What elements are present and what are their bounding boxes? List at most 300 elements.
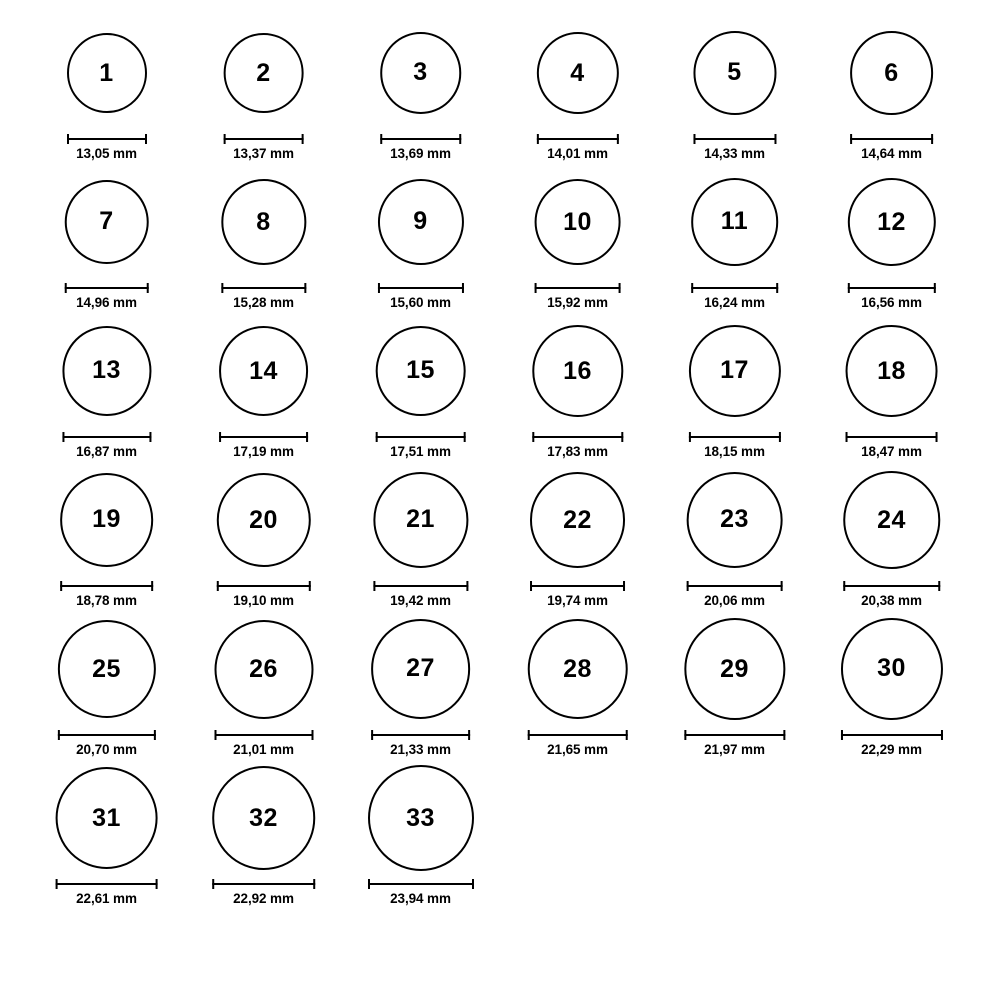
ring-size-label: 19 (92, 505, 121, 534)
diameter-measure-bar (527, 730, 628, 739)
ring-entry (691, 167, 779, 310)
ring-circle-wrap (64, 167, 149, 277)
ring-circle (371, 619, 471, 719)
diameter-mm-label: 14,96 mm (76, 295, 137, 310)
ring-circle (691, 178, 779, 266)
ring-size-label: 31 (92, 803, 121, 832)
ring-size-label: 14 (249, 356, 278, 385)
ring-circle (368, 765, 474, 871)
ring-entry (534, 167, 621, 310)
ring-circle (693, 31, 776, 114)
ring-circle (686, 472, 783, 569)
ring-circle (847, 178, 935, 266)
ring-size-label: 27 (406, 654, 435, 683)
ring-circle (214, 620, 313, 719)
ring-circle-wrap (377, 167, 463, 277)
ring-entry (536, 18, 618, 161)
diameter-measure-bar (850, 134, 934, 143)
measure-cap-right (626, 730, 628, 740)
measure-cap-left (688, 432, 690, 442)
diameter-mm-label: 21,01 mm (233, 742, 294, 757)
ring-circle-wrap (57, 614, 155, 724)
ring-entry (55, 763, 158, 906)
measure-cap-left (845, 432, 847, 442)
diameter-measure-bar (216, 581, 310, 590)
ring-size-label: 29 (720, 654, 749, 683)
ring-circle-wrap (214, 614, 313, 724)
measure-cap-right (931, 134, 933, 144)
measure-cap-right (936, 432, 938, 442)
measure-cap-left (380, 134, 382, 144)
ring-circle (534, 179, 621, 266)
diameter-mm-label: 20,38 mm (861, 593, 922, 608)
measure-cap-right (156, 879, 158, 889)
ring-cell (656, 167, 813, 316)
measure-cap-left (216, 581, 218, 591)
measure-cap-right (617, 134, 619, 144)
ring-cell (342, 167, 499, 316)
ring-size-label: 20 (249, 505, 278, 534)
ring-circle (377, 179, 463, 265)
measure-line (845, 436, 938, 438)
ring-circle (64, 180, 149, 265)
diameter-mm-label: 16,24 mm (704, 295, 765, 310)
measure-line (368, 883, 474, 885)
measure-line (64, 287, 149, 289)
ring-circle (67, 33, 147, 113)
ring-circle (684, 618, 785, 719)
ring-circle (60, 473, 154, 567)
ring-cell (185, 316, 342, 465)
ring-circle-wrap (212, 763, 316, 873)
measure-cap-right (941, 730, 943, 740)
measure-cap-right (783, 730, 785, 740)
measure-cap-left (55, 879, 57, 889)
ring-circle-wrap (534, 167, 621, 277)
measure-cap-left (371, 730, 373, 740)
measure-cap-right (466, 581, 468, 591)
ring-entry (64, 167, 149, 310)
diameter-measure-bar (534, 283, 621, 292)
ring-cell (499, 167, 656, 316)
measure-cap-right (934, 283, 936, 293)
ring-cell (342, 614, 499, 763)
measure-line (840, 734, 942, 736)
measure-line (219, 436, 309, 438)
ring-circle (530, 472, 626, 568)
ring-circle-wrap (55, 763, 158, 873)
measure-line (57, 734, 155, 736)
measure-line (527, 734, 628, 736)
diameter-mm-label: 18,47 mm (861, 444, 922, 459)
diameter-mm-label: 17,83 mm (547, 444, 608, 459)
diameter-measure-bar (214, 730, 313, 739)
diameter-measure-bar (55, 879, 158, 888)
ring-entry (221, 167, 306, 310)
diameter-measure-bar (60, 581, 154, 590)
diameter-mm-label: 13,69 mm (390, 146, 451, 161)
ring-circle (223, 33, 304, 114)
ring-cell (813, 614, 970, 763)
ring-cell (656, 465, 813, 614)
measure-cap-left (693, 134, 695, 144)
measure-cap-right (459, 134, 461, 144)
measure-line (221, 287, 306, 289)
measure-line (684, 734, 785, 736)
diameter-measure-bar (847, 283, 935, 292)
ring-entry (223, 18, 304, 161)
ring-size-label: 30 (877, 654, 906, 683)
measure-cap-left (373, 581, 375, 591)
measure-line (62, 436, 151, 438)
diameter-measure-bar (686, 581, 783, 590)
ring-cell (813, 167, 970, 316)
measure-line (373, 585, 468, 587)
ring-cell (813, 316, 970, 465)
diameter-measure-bar (371, 730, 471, 739)
diameter-measure-bar (368, 879, 474, 888)
measure-line (371, 734, 471, 736)
ring-size-label: 26 (249, 654, 278, 683)
ring-circle-wrap (693, 18, 776, 128)
ring-size-label: 4 (570, 58, 585, 87)
measure-line (850, 138, 934, 140)
ring-size-label: 17 (720, 356, 749, 385)
measure-line (60, 585, 154, 587)
diameter-mm-label: 15,60 mm (390, 295, 451, 310)
ring-cell (342, 18, 499, 167)
diameter-mm-label: 14,64 mm (861, 146, 922, 161)
measure-cap-left (684, 730, 686, 740)
ring-cell (499, 465, 656, 614)
ring-cell (499, 18, 656, 167)
measure-cap-left (843, 581, 845, 591)
measure-line (67, 138, 147, 140)
ring-circle-wrap (380, 18, 462, 128)
measure-cap-right (774, 134, 776, 144)
ring-size-label: 6 (884, 58, 899, 87)
measure-cap-right (306, 432, 308, 442)
diameter-measure-bar (536, 134, 618, 143)
ring-size-label: 25 (92, 654, 121, 683)
measure-cap-right (781, 581, 783, 591)
measure-line (686, 585, 783, 587)
measure-cap-left (368, 879, 370, 889)
diameter-mm-label: 13,37 mm (233, 146, 294, 161)
ring-circle (216, 473, 310, 567)
ring-size-label: 21 (406, 505, 435, 534)
measure-line (847, 287, 935, 289)
ring-circle-wrap (847, 167, 935, 277)
measure-cap-right (309, 581, 311, 591)
measure-cap-left (847, 283, 849, 293)
measure-cap-right (623, 581, 625, 591)
measure-line (843, 585, 941, 587)
ring-circle-wrap (845, 316, 938, 426)
ring-circle-wrap (375, 316, 466, 426)
ring-circle (380, 32, 462, 114)
diameter-mm-label: 22,29 mm (861, 742, 922, 757)
ring-size-label: 23 (720, 505, 749, 534)
diameter-mm-label: 15,92 mm (547, 295, 608, 310)
measure-cap-right (311, 730, 313, 740)
diameter-measure-bar (684, 730, 785, 739)
ring-circle (532, 325, 623, 416)
ring-circle-wrap (688, 316, 780, 426)
measure-cap-left (534, 283, 536, 293)
ring-entry (60, 465, 154, 608)
measure-cap-left (527, 730, 529, 740)
measure-line (536, 138, 618, 140)
ring-size-label: 2 (256, 58, 271, 87)
ring-entry (216, 465, 310, 608)
ring-circle (536, 32, 618, 114)
measure-line (216, 585, 310, 587)
ring-size-label: 18 (877, 356, 906, 385)
ring-entry (371, 614, 471, 757)
ring-entry (847, 167, 935, 310)
diameter-measure-bar (530, 581, 626, 590)
measure-cap-right (779, 432, 781, 442)
diameter-measure-bar (223, 134, 304, 143)
ring-entry (532, 316, 623, 459)
ring-entry (693, 18, 776, 161)
ring-entry (375, 316, 466, 459)
ring-circle-wrap (223, 18, 304, 128)
ring-size-label: 3 (413, 58, 428, 87)
ring-circle-wrap (686, 465, 783, 575)
measure-cap-right (145, 134, 147, 144)
ring-circle-wrap (219, 316, 309, 426)
measure-cap-left (64, 283, 66, 293)
ring-circle-wrap (527, 614, 628, 724)
ring-circle-wrap (850, 18, 934, 128)
measure-cap-right (462, 283, 464, 293)
diameter-mm-label: 15,28 mm (233, 295, 294, 310)
ring-circle (373, 472, 468, 567)
ring-circle (840, 618, 942, 720)
ring-circle (62, 326, 151, 415)
ring-circle (55, 767, 158, 870)
ring-circle-wrap (60, 465, 154, 575)
ring-cell (813, 18, 970, 167)
measure-line (688, 436, 780, 438)
diameter-mm-label: 22,92 mm (233, 891, 294, 906)
ring-entry (684, 614, 785, 757)
ring-entry (214, 614, 313, 757)
ring-size-label: 33 (406, 803, 435, 832)
measure-cap-left (221, 283, 223, 293)
ring-size-label: 12 (877, 207, 906, 236)
diameter-mm-label: 19,74 mm (547, 593, 608, 608)
ring-cell (28, 465, 185, 614)
ring-circle (843, 471, 941, 569)
measure-line (212, 883, 316, 885)
ring-circle-wrap (532, 316, 623, 426)
measure-line (375, 436, 466, 438)
diameter-mm-label: 16,87 mm (76, 444, 137, 459)
diameter-measure-bar (62, 432, 151, 441)
ring-circle (57, 620, 155, 718)
diameter-mm-label: 17,51 mm (390, 444, 451, 459)
ring-circle-wrap (684, 614, 785, 724)
measure-cap-right (621, 432, 623, 442)
ring-entry (686, 465, 783, 608)
ring-circle (688, 325, 780, 417)
measure-cap-right (154, 730, 156, 740)
ring-size-label: 13 (92, 356, 121, 385)
measure-line (223, 138, 304, 140)
diameter-measure-bar (843, 581, 941, 590)
measure-cap-right (776, 283, 778, 293)
ring-size-label: 32 (249, 803, 278, 832)
measure-line (530, 585, 626, 587)
ring-size-label: 24 (877, 505, 906, 534)
measure-cap-left (212, 879, 214, 889)
measure-line (377, 287, 463, 289)
ring-circle (221, 179, 306, 264)
ring-circle-wrap (62, 316, 151, 426)
diameter-mm-label: 22,61 mm (76, 891, 137, 906)
diameter-mm-label: 20,06 mm (704, 593, 765, 608)
ring-entry (845, 316, 938, 459)
ring-grid (28, 18, 972, 912)
ring-circle-wrap (368, 763, 474, 873)
measure-line (55, 883, 158, 885)
ring-cell (185, 614, 342, 763)
ring-circle-wrap (216, 465, 310, 575)
diameter-measure-bar (64, 283, 149, 292)
measure-cap-right (151, 581, 153, 591)
diameter-mm-label: 17,19 mm (233, 444, 294, 459)
ring-entry (377, 167, 463, 310)
measure-cap-left (530, 581, 532, 591)
ring-cell (185, 763, 342, 912)
ring-size-label: 28 (563, 654, 592, 683)
ring-entry (530, 465, 626, 608)
ring-cell (656, 18, 813, 167)
diameter-measure-bar (380, 134, 462, 143)
diameter-measure-bar (57, 730, 155, 739)
ring-size-label: 11 (720, 207, 749, 236)
diameter-mm-label: 14,01 mm (547, 146, 608, 161)
ring-circle-wrap (371, 614, 471, 724)
measure-cap-left (377, 283, 379, 293)
measure-cap-left (536, 134, 538, 144)
ring-size-label: 22 (563, 505, 592, 534)
measure-cap-left (67, 134, 69, 144)
ring-entry (219, 316, 309, 459)
ring-circle (845, 325, 938, 418)
ring-cell (28, 316, 185, 465)
measure-cap-right (313, 879, 315, 889)
measure-cap-left (532, 432, 534, 442)
ring-circle-wrap (536, 18, 618, 128)
ring-cell (28, 18, 185, 167)
ring-size-label: 9 (413, 207, 428, 236)
measure-line (691, 287, 779, 289)
diameter-mm-label: 18,78 mm (76, 593, 137, 608)
ring-size-label: 10 (563, 207, 592, 236)
diameter-measure-bar (219, 432, 309, 441)
measure-cap-left (691, 283, 693, 293)
measure-cap-right (619, 283, 621, 293)
measure-cap-left (686, 581, 688, 591)
diameter-measure-bar (691, 283, 779, 292)
ring-size-label: 15 (406, 356, 435, 385)
ring-entry (850, 18, 934, 161)
ring-circle-wrap (691, 167, 779, 277)
ring-circle (212, 766, 316, 870)
ring-circle (219, 326, 309, 416)
ring-entry (527, 614, 628, 757)
measure-cap-left (57, 730, 59, 740)
ring-cell (342, 763, 499, 912)
ring-entry (380, 18, 462, 161)
diameter-measure-bar (688, 432, 780, 441)
ring-circle (527, 619, 628, 720)
measure-line (532, 436, 623, 438)
measure-line (214, 734, 313, 736)
ring-circle-wrap (221, 167, 306, 277)
ring-cell (656, 614, 813, 763)
ring-cell (499, 614, 656, 763)
measure-cap-right (468, 730, 470, 740)
ring-cell (28, 763, 185, 912)
diameter-measure-bar (67, 134, 147, 143)
measure-line (534, 287, 621, 289)
measure-cap-left (375, 432, 377, 442)
ring-entry (368, 763, 474, 906)
ring-entry (688, 316, 780, 459)
diameter-mm-label: 21,33 mm (390, 742, 451, 757)
measure-line (380, 138, 462, 140)
measure-cap-right (464, 432, 466, 442)
ring-cell (342, 316, 499, 465)
diameter-measure-bar (375, 432, 466, 441)
measure-cap-right (304, 283, 306, 293)
ring-entry (373, 465, 468, 608)
ring-entry (212, 763, 316, 906)
measure-cap-right (472, 879, 474, 889)
diameter-mm-label: 21,65 mm (547, 742, 608, 757)
diameter-mm-label: 19,42 mm (390, 593, 451, 608)
measure-cap-right (938, 581, 940, 591)
measure-cap-left (219, 432, 221, 442)
diameter-mm-label: 14,33 mm (704, 146, 765, 161)
ring-cell (28, 614, 185, 763)
ring-size-label: 7 (99, 207, 114, 236)
ring-entry (843, 465, 941, 608)
diameter-measure-bar (373, 581, 468, 590)
ring-entry (67, 18, 147, 161)
measure-cap-left (214, 730, 216, 740)
ring-size-label: 5 (727, 58, 742, 87)
diameter-measure-bar (221, 283, 306, 292)
diameter-measure-bar (693, 134, 776, 143)
ring-size-label: 1 (99, 58, 114, 87)
ring-circle (375, 326, 466, 417)
ring-cell (185, 18, 342, 167)
diameter-mm-label: 13,05 mm (76, 146, 137, 161)
measure-cap-left (62, 432, 64, 442)
measure-cap-left (223, 134, 225, 144)
ring-entry (840, 614, 942, 757)
ring-size-label: 8 (256, 207, 271, 236)
measure-cap-left (60, 581, 62, 591)
ring-circle-wrap (843, 465, 941, 575)
ring-cell (813, 465, 970, 614)
